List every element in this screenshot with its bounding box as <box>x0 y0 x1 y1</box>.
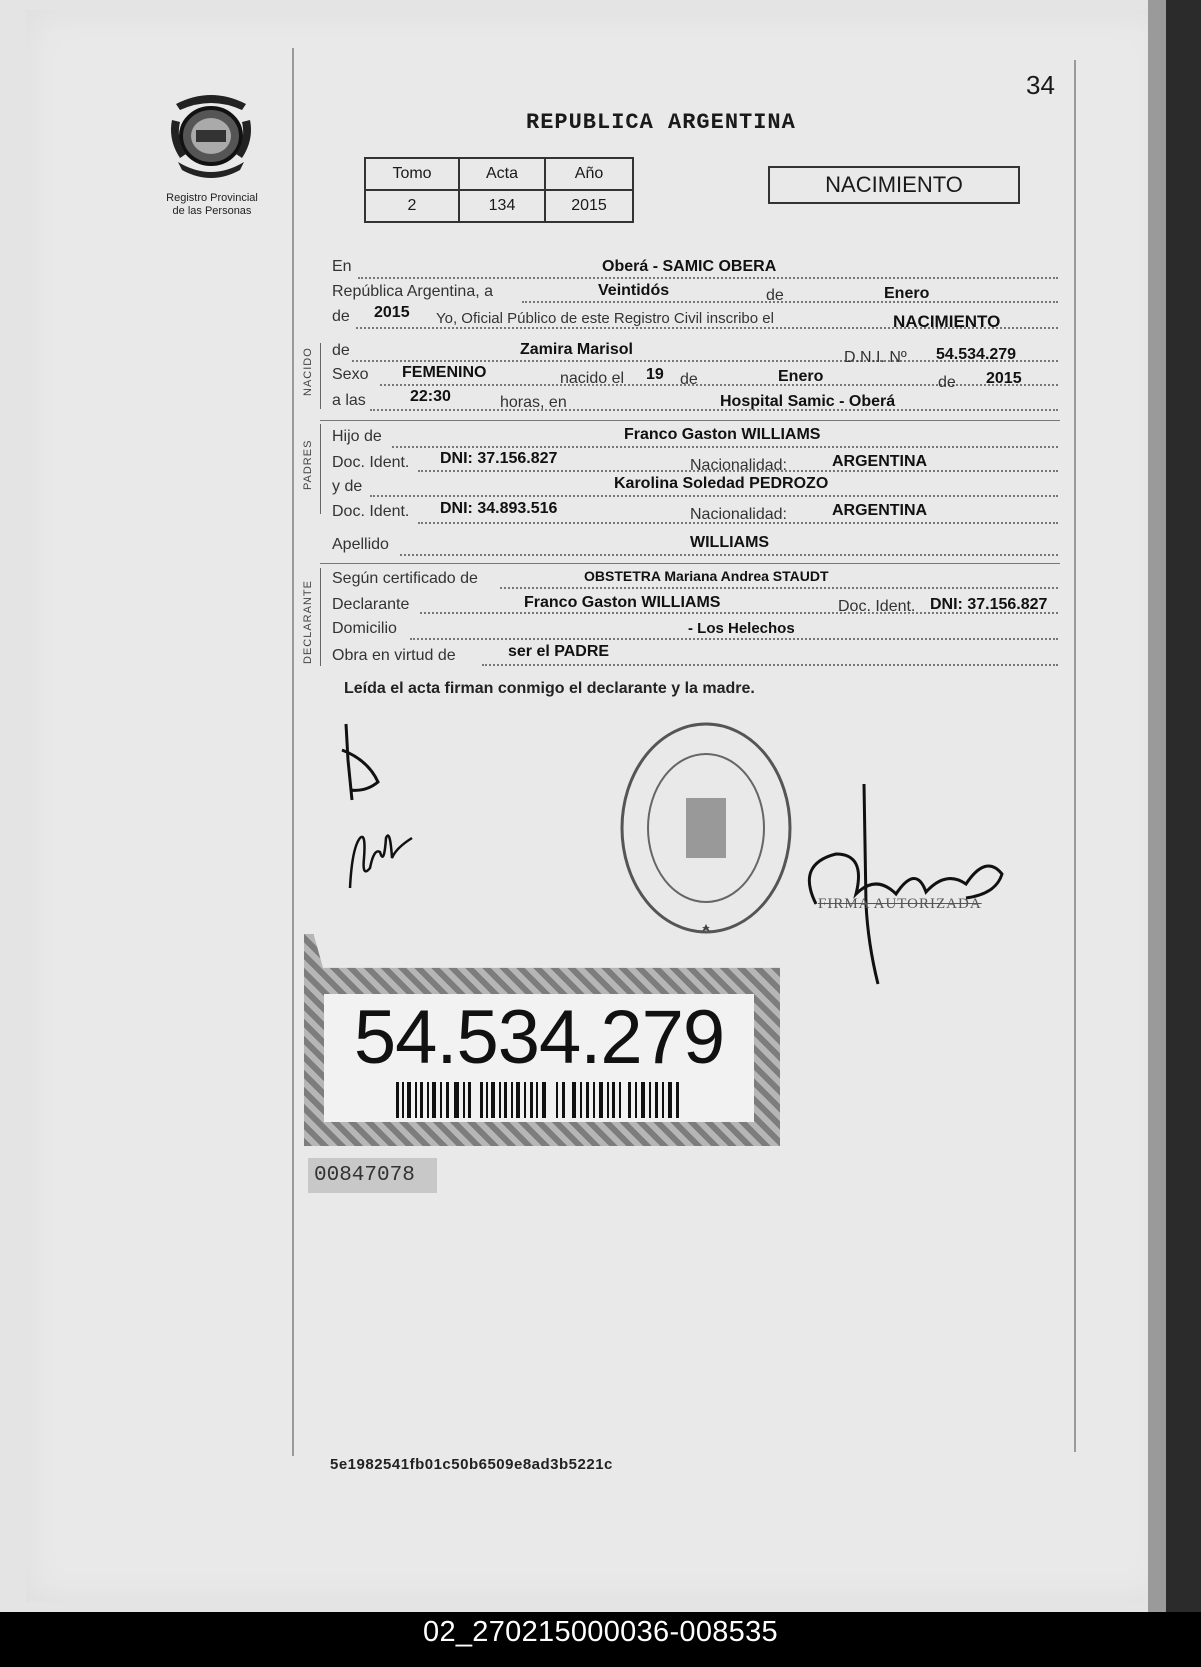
declarant-signature-icon <box>338 720 398 810</box>
registry-header-tomo: Tomo <box>365 158 459 190</box>
official-seal-stamp <box>616 718 796 938</box>
intro-month: Enero <box>884 285 930 302</box>
intro-act-word: NACIMIENTO <box>893 312 1001 331</box>
province-logo <box>166 90 256 182</box>
alas-label: a las <box>332 392 366 409</box>
segun-label: Según certificado de <box>332 570 478 587</box>
father-nationality: ARGENTINA <box>832 453 928 470</box>
dotted-line <box>370 409 1058 411</box>
barcode-icon <box>396 1082 682 1118</box>
certificado-value: OBSTETRA Mariana Andrea STAUDT <box>584 568 829 584</box>
logo-line-1: Registro Provincial <box>166 192 258 204</box>
document-hash: 5e1982541fb01c50b6509e8ad3b5221c <box>330 1456 613 1473</box>
binder-spine <box>1166 0 1201 1612</box>
mother-signature-icon <box>340 818 420 896</box>
dotted-line <box>358 277 1058 279</box>
mother-nat-label: Nacionalidad: <box>690 506 787 523</box>
y-de-label: y de <box>332 478 363 495</box>
dni-label: D.N.I. Nº <box>844 349 907 366</box>
father-nat-label: Nacionalidad: <box>690 457 787 474</box>
registry-header-acta: Acta <box>459 158 545 190</box>
section-line <box>320 343 321 409</box>
dotted-line <box>380 384 1058 386</box>
left-margin-line <box>292 48 294 1456</box>
domicilio-value: - Los Helechos <box>688 620 795 637</box>
declarante-doc-label: Doc. Ident. <box>838 598 916 615</box>
barcode-label <box>324 994 754 1122</box>
section-label-declarante: DECLARANTE <box>302 580 314 664</box>
birth-year: 2015 <box>986 370 1022 387</box>
father-doc: DNI: 37.156.827 <box>440 450 558 467</box>
domicilio-label: Domicilio <box>332 620 397 637</box>
registry-table <box>364 157 634 223</box>
obra-value: ser el PADRE <box>508 643 610 660</box>
birth-de-label: de <box>680 371 698 388</box>
section-divider <box>320 563 1060 564</box>
mother-doc: DNI: 34.893.516 <box>440 500 558 517</box>
dotted-line <box>392 446 1058 448</box>
official-signature-icon <box>796 784 1016 990</box>
birth-day: 19 <box>646 366 664 383</box>
dotted-line <box>410 638 1058 640</box>
section-divider <box>320 420 1060 421</box>
section-label-padres: PADRES <box>302 439 314 490</box>
registry-value-tomo: 2 <box>365 190 459 222</box>
dotted-line <box>400 554 1058 556</box>
birth-place: Hospital Samic - Oberá <box>720 393 896 410</box>
father-doc-label: Doc. Ident. <box>332 454 410 471</box>
en-label: En <box>332 258 352 275</box>
intro-place: Oberá - SAMIC OBERA <box>602 258 777 275</box>
scan-file-id: 02_270215000036-008535 <box>423 1616 778 1648</box>
obra-label: Obra en virtud de <box>332 647 456 664</box>
right-margin-line <box>1074 60 1076 1452</box>
registry-value-acta: 134 <box>459 190 545 222</box>
sexo-label: Sexo <box>332 366 369 383</box>
intro-de-label: de <box>766 287 784 304</box>
declarante-label: Declarante <box>332 596 410 613</box>
registry-logo-caption <box>150 192 274 218</box>
province-emblem-icon <box>166 90 256 182</box>
dotted-line <box>522 301 1058 303</box>
mother-nationality: ARGENTINA <box>832 502 928 519</box>
registry-header-ano: Año <box>545 158 633 190</box>
page-number: 34 <box>1026 70 1055 100</box>
logo-line-2: de las Personas <box>172 205 252 217</box>
intro-year: 2015 <box>374 304 410 321</box>
nacido-el-label: nacido el <box>560 370 625 387</box>
republica-label: República Argentina, a <box>332 283 493 300</box>
child-dni: 54.534.279 <box>936 346 1017 363</box>
apellido-value: WILLIAMS <box>690 534 770 551</box>
section-line <box>320 424 321 514</box>
act-type-box: NACIMIENTO <box>768 166 1020 204</box>
section-line <box>320 568 321 666</box>
intro-de-label-2: de <box>332 308 350 325</box>
authorized-signature-label: FIRMA AUTORIZADA <box>818 896 982 912</box>
barcode-number: 54.534.279 <box>353 995 725 1080</box>
official-text: Yo, Oficial Público de este Registro Civil inscribo el <box>436 310 774 327</box>
section-label-nacido: NACIDO <box>302 347 314 396</box>
birth-de-label-2: de <box>938 374 956 391</box>
dotted-line <box>500 587 1058 589</box>
registry-value-ano: 2015 <box>545 190 633 222</box>
intro-day-words: Veintidós <box>598 282 670 299</box>
mother-name: Karolina Soledad PEDROZO <box>614 475 829 492</box>
binder-edge <box>1148 0 1166 1612</box>
hijo-de-label: Hijo de <box>332 428 382 445</box>
child-name: Zamira Marisol <box>520 341 633 358</box>
dotted-line <box>482 664 1058 666</box>
birth-month: Enero <box>778 368 824 385</box>
closing-statement: Leída el acta firman conmigo el declarante y la madre. <box>344 680 755 697</box>
father-name: Franco Gaston WILLIAMS <box>624 426 821 443</box>
declarante-doc: DNI: 37.156.827 <box>930 596 1048 613</box>
dotted-line <box>370 495 1058 497</box>
birth-time: 22:30 <box>410 388 451 405</box>
document-title: REPUBLICA ARGENTINA <box>526 110 796 135</box>
apellido-label: Apellido <box>332 536 389 553</box>
child-sexo: FEMENINO <box>402 364 487 381</box>
horas-label: horas, en <box>500 394 567 411</box>
mother-doc-label: Doc. Ident. <box>332 503 410 520</box>
nacido-de-label: de <box>332 342 350 359</box>
serial-sticker: 00847078 <box>308 1158 437 1193</box>
declarante-name: Franco Gaston WILLIAMS <box>524 594 721 611</box>
